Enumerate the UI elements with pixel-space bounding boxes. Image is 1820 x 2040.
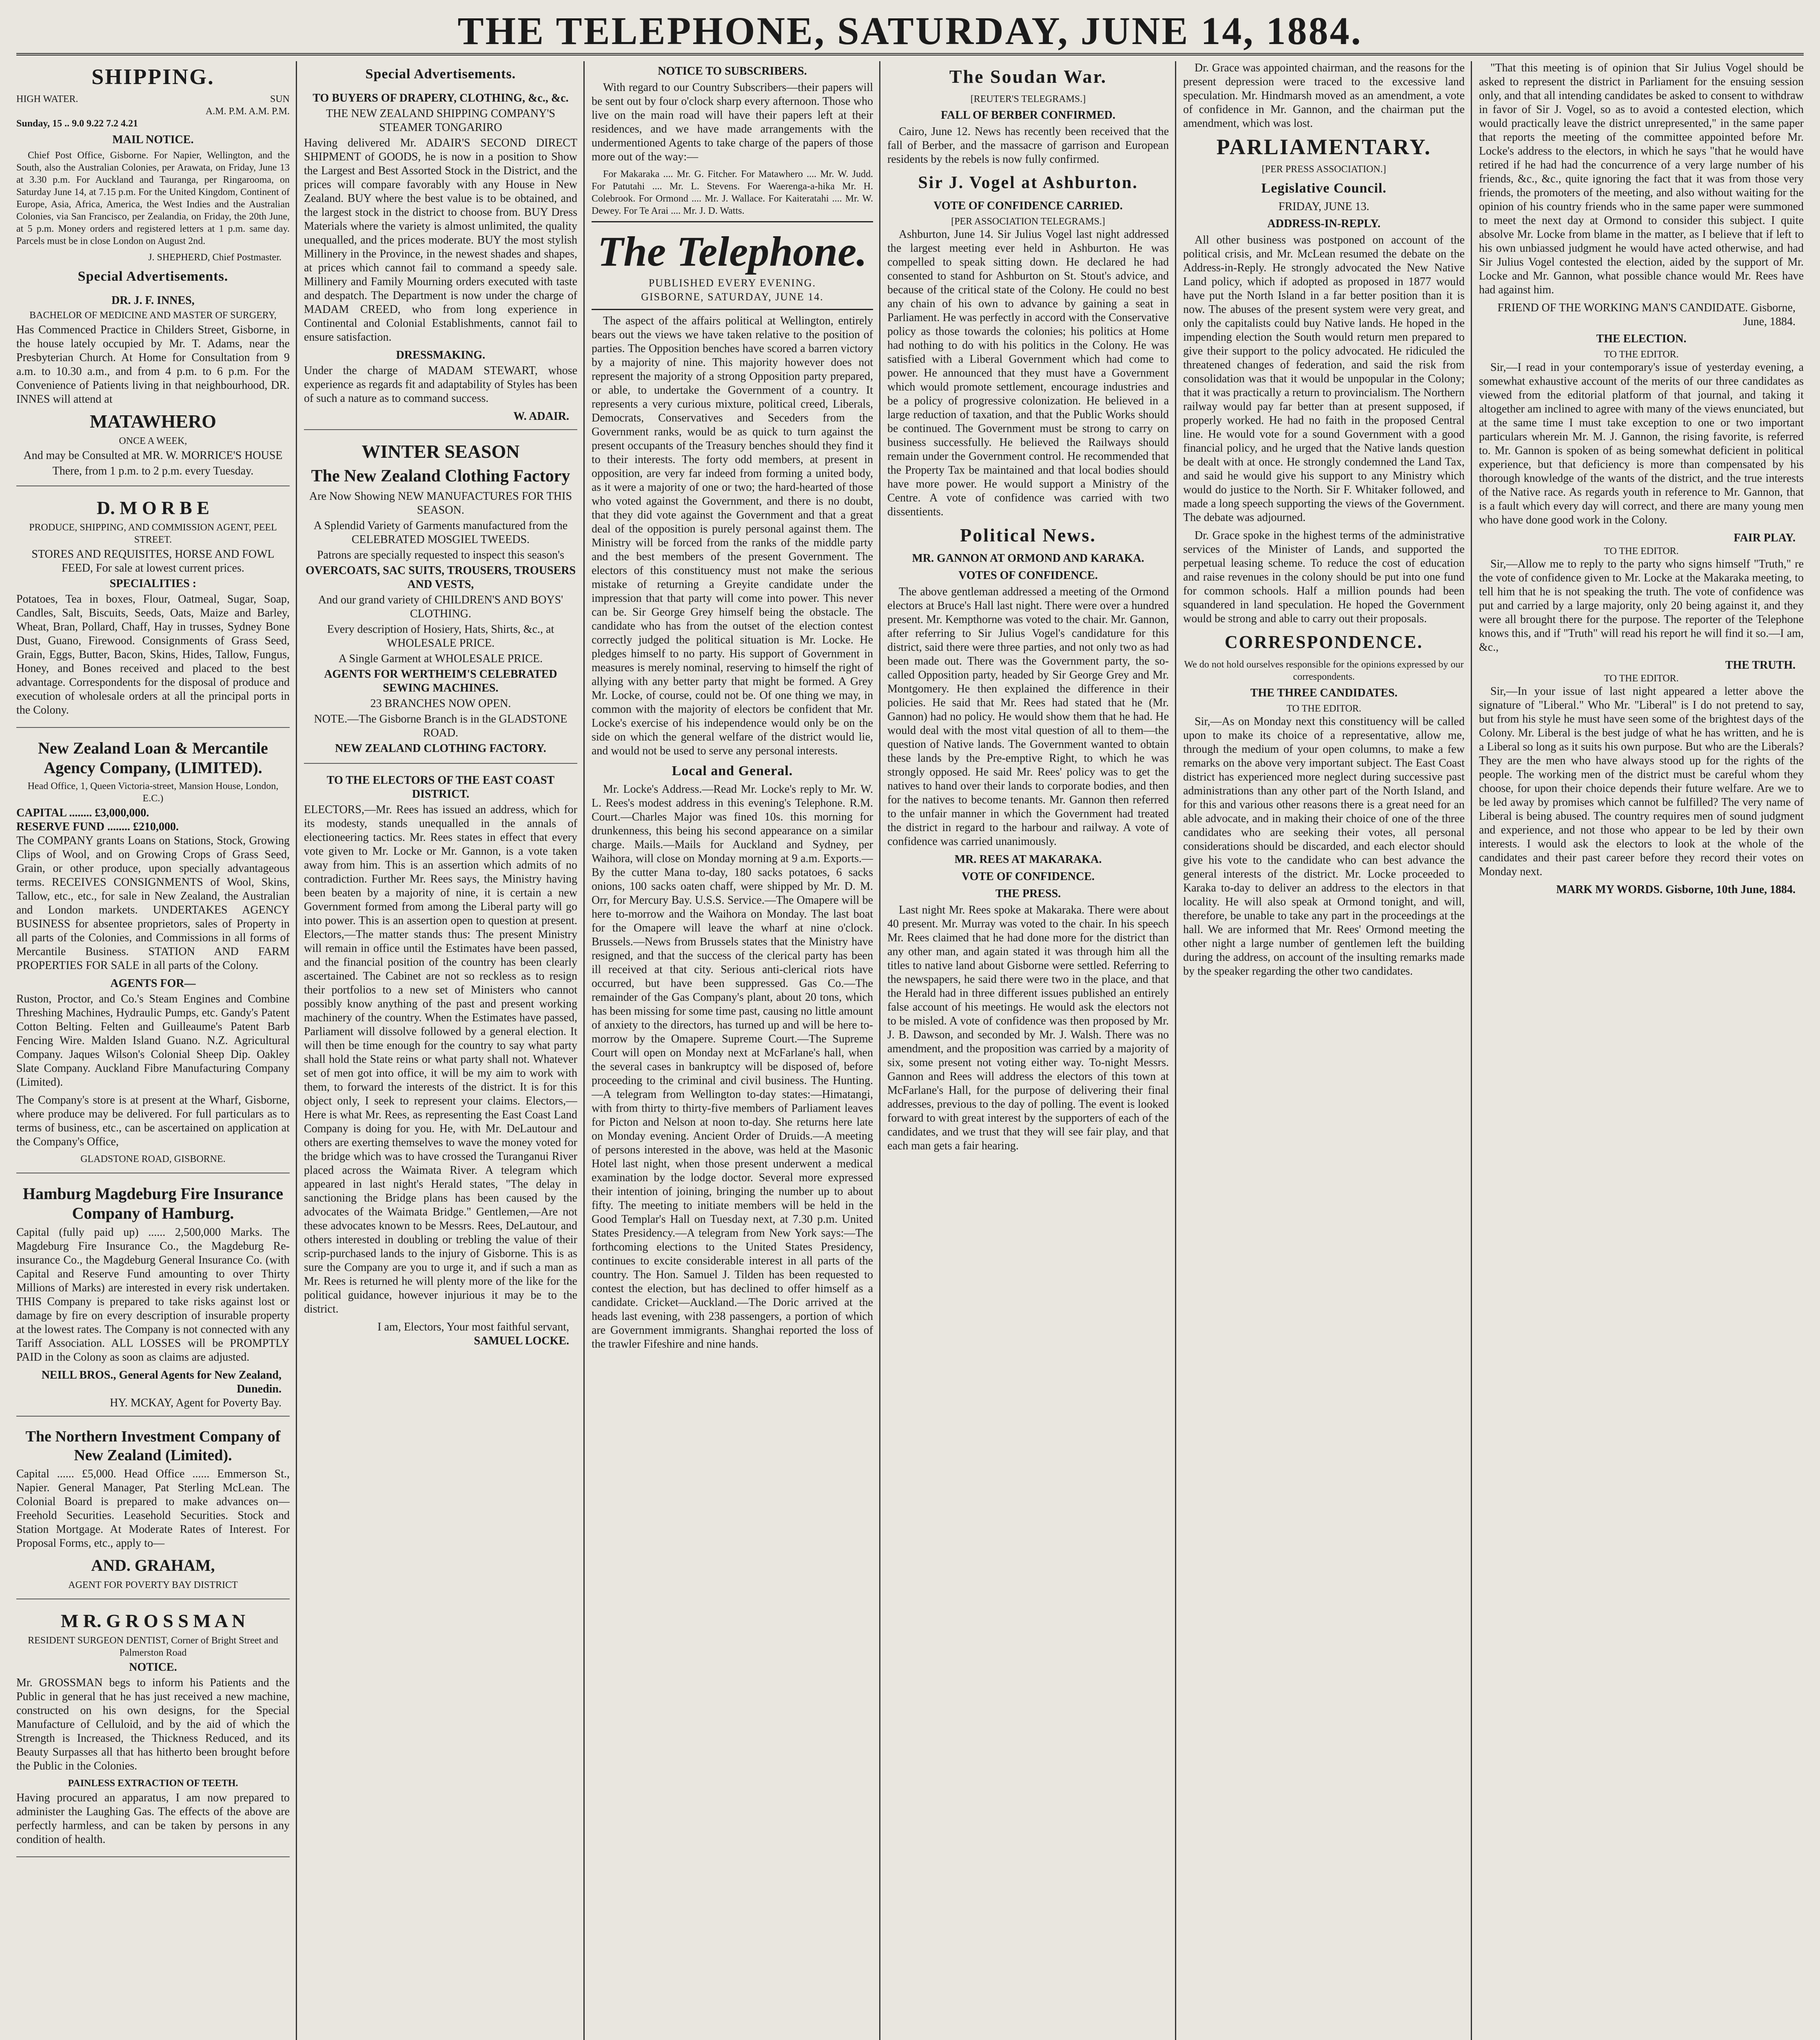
winter-season: WINTER SEASON: [361, 441, 520, 462]
column-3: [592, 61, 873, 2040]
council-date: FRIDAY, JUNE 13.: [1278, 200, 1370, 213]
gannon-head: MR. GANNON AT ORMOND AND KARAKA.: [912, 552, 1144, 565]
dressmaking: DRESSMAKING.: [396, 349, 485, 361]
stores: STORES AND REQUISITES, HORSE AND FOWL FEED, For sale at lowest current prices.: [31, 548, 275, 574]
tide-row: Sunday, 15 .. 9.0 9.22 7.2 4.21: [16, 118, 138, 129]
mail-notice-title: MAIL NOTICE.: [112, 133, 194, 146]
grossman-sub: RESIDENT SURGEON DENTIST, Corner of Bright Street and Palmerston Road: [28, 1635, 278, 1658]
dr-grace: Dr. Grace spoke in the highest terms of the administrative services of the Minister of Lands, and supported the perpetual leasing scheme. To reduce the cost of education and raise revenues in the colony should be put into one fund for common schools. Half a million pounds had been squandered in land speculation. He hoped the Government would be strong and able to carry out their proposals.: [1183, 529, 1465, 625]
electors-closing: I am, Electors, Your most faithful servant,: [377, 1321, 569, 1333]
parliament-press: [PER PRESS ASSOCIATION.]: [1261, 164, 1386, 175]
letter-3-signature: THE TRUTH.: [1725, 659, 1796, 672]
high-water-label: HIGH WATER.: [16, 94, 78, 104]
reserve: RESERVE FUND ........ £210,000.: [16, 820, 179, 833]
editorial-text: The aspect of the affairs political at Wellington, entirely bears out the views we have taken relative to the position of parties. The Opposition benches have scored a barren victory by a majority of nine. This majority however does not represent the majority of a strong Opposition party prepared, or able, to undertake the Government of a country. It represents a very curious mixture, political creed, Liberals, Democrats, Conservatives and Seceders from the Government ranks, would be as quick to turn against the present occupants of the Treasury benches should they find it to their interests. The forty odd members, at present in opposition, are very far indeed from forming a united body, as it were a majority of one or two; the hard-hearted of those who voted against the Government, and there is no doubt, that they did vote against the Government and that a great deal of the opposition is purely personal against them. The Ministry will be forced from the ranks of the middle party and the best members of the present Government. The electors of this constituency must not make the serious mistake of returning a Greyite candidate under the impression that that party will come into power. This never can be. Sir George Grey himself being the obstacle. The candidate who has from the outset of the election contest correctly judged the political situation is Mr. Locke. He pledges himself to no party. His support of Government in measures is merely nominal, reserving to himself the right of allying with any better party that might be formed. A Grey Mr. Locke, of course, could not be. Of one thing we may, in common with the majority of electors be confident that Mr. Locke's exercise of his independence would only be on the side on which the general welfare of the district would lie, and would not be used to serve any personal interests.: [592, 315, 873, 757]
dr-grace-2: Dr. Grace was appointed chairman, and the reasons for the present depression were traced to the excessive land speculation. Mr. Hindmarsh moved as an amendment, a vote of confidence in Mr. Gannon, and the chairman put the amendment, which was lost.: [1183, 62, 1465, 130]
clothing-factory-ad: [304, 434, 577, 764]
postmaster-signature: J. SHEPHERD, Chief Postmaster.: [148, 252, 282, 263]
showing: Are Now Showing NEW MANUFACTURES FOR THIS SEASON.: [309, 490, 572, 517]
electors-letter: [304, 768, 577, 1354]
specialities-text: Potatoes, Tea in boxes, Flour, Oatmeal, Sugar, Soap, Candles, Salt, Biscuits, Seeds, Oats, Maize and Barley, Wheat, Bran, Pollard, Chaff, Hay in trusses, Sydney Bone Dust, Guano, Firewood. Consignments of Grass Seed, Grain, Eggs, Butter, Bacon, Skins, Hides, Tallow, Fungus, Honey, and Bones received and placed to the best advantage. Correspondents for the disposal of produce and execution of wholesale orders at all the principal ports in the Colony.: [16, 593, 290, 716]
corr-note: We do not hold ourselves responsible for the opinions expressed by our correspondents.: [1184, 659, 1464, 682]
letter-2: Sir,—I read in your contemporary's issue of yesterday evening, a somewhat exhaustive account of the merits of our three candidates as viewed from the editorial platform of that journal, and taking it altogether am inclined to agree with many of the views enunciated, but at the same time I must take exception to one or two important particulars wherein Mr. M. J. Gannon, the rising favorite, is referred to. Mr. Gannon is spoken of as being somewhat deficient in political experience, but that deficiency is more than compensated by his thorough knowledge of the wants of the district, and the true interests of the Native race. As regards youth in reference to Mr. Gannon, that is a fault which every day will correct, and there are many young men who have done good work in the Colony.: [1479, 361, 1804, 526]
dmorbe-ad: [16, 490, 290, 728]
correspondence-title: CORRESPONDENCE.: [1224, 632, 1423, 652]
grossman-title: M R. G R O S S M A N: [60, 1610, 246, 1631]
shipping-title: SHIPPING.: [91, 64, 215, 89]
tuesday: There, from 1 p.m. to 2 p.m. every Tuesday.: [52, 465, 254, 477]
subscribers-notice-text: With regard to our Country Subscribers—their papers will be sent out by four o'clock sharp every afternoon. Those who live on the main road will have their papers left at their residences, and we have made arrangements with the undermentioned Agents to take charge of the papers of those more out of the way:—: [592, 81, 873, 163]
dressmaking-text: Under the charge of MADAM STEWART, whose experience as regards fit and adaptability of Styles has been of such a nature as to command success.: [304, 364, 577, 405]
hamburg-ad: [16, 1177, 290, 1417]
letter-4: Sir,—In your issue of last night appeared a letter above the signature of "Liberal." Who Mr. "Liberal" is I do not pretend to say, but from his style he must have seen some of the brightest days of the Colony. Mr. Liberal is the best judge of what he has written, and he is a Liberal so long as it suits his own purpose. But who are the Liberals? They are the men who have always stood up for the rights of the people. The working men of the district must be careful whom they choose, for upon their choice depends their future welfare. Are we to be led away by promises which cannot be fulfilled? The very name of Liberal is being abused. The country requires men of sound judgment and experience, and not those who appear to be led by their own interests. I would ask the electors to look at the whole of the candidates and their past career before they record their votes on Monday next.: [1479, 685, 1804, 878]
patrons: Patrons are specially requested to inspect this season's: [317, 549, 565, 561]
capital: CAPITAL ........ £3,000,000.: [16, 807, 149, 819]
nz-clothing: The New Zealand Clothing Factory: [311, 467, 570, 486]
letter-4-signature: MARK MY WORDS. Gisborne, 10th June, 1884.: [1556, 883, 1796, 896]
innes-sub: BACHELOR OF MEDICINE AND MASTER OF SURGERY,: [29, 310, 277, 321]
northern-ad: [16, 1421, 290, 1599]
nz-shipping: THE NEW ZEALAND SHIPPING COMPANY'S STEAMER TONGARIRO: [326, 107, 555, 134]
painless: PAINLESS EXTRACTION OF TEETH.: [68, 1778, 238, 1789]
to-editor-4: TO THE EDITOR.: [1604, 673, 1679, 684]
nzloan-office: Head Office, 1, Queen Victoria-street, Mansion House, London, E.C.): [27, 781, 279, 804]
corr-text: Sir,—As on Monday next this constituency will be called upon to make its choice of a representative, allow me, through the medium of your open columns, to make a few remarks on the above very important subject. The East Coast district has experienced more neglect during successive past administrations than any other part of the North Island, and for this and various other reasons there is a great need for an able advocate, and in making their choice of one of the three candidates who are seeking their votes, all personal considerations should be discarded, and each elector should give his vote to the candidate who can best advance the general interests of the district. Mr. Locke proceeded to Karaka to-day to deliver an address to the electors in that locality. He will also speak at Ormond tonight, and will, therefore, be unable to take any part in the proceedings at the hall. We are informed that Mr. Rees' Ormond meeting the other night a large number of gentlemen left the building during the address, on account of the insulting remarks made by the speaker regarding the other two candidates.: [1183, 715, 1465, 978]
hosiery: Every description of Hosiery, Hats, Shirts, &c., at WHOLESALE PRICE.: [327, 623, 554, 650]
address-head: ADDRESS-IN-REPLY.: [1267, 217, 1381, 230]
column-6: [1479, 61, 1804, 2040]
political-title: Political News.: [960, 525, 1096, 545]
makaraka-votes: VOTE OF CONFIDENCE.: [962, 870, 1095, 883]
matawhero: MATAWHERO: [89, 411, 217, 432]
grossman-notice: NOTICE.: [129, 1661, 177, 1674]
column-rule-3: [879, 61, 880, 2040]
tide-head: A.M. P.M. A.M. P.M.: [205, 106, 290, 117]
local-general-text: Mr. Locke's Address.—Read Mr. Locke's reply to Mr. W. L. Rees's modest address in this evening's Telephone. R.M. Court.—Charles Major was fined 10s. this morning for drunkenness, this being his second appearance on a similar charge. Mails.—Mails for Auckland and Sydney, per Waihora, will close on Monday morning at 9 a.m. Exports.—By the cutter Mana to-day, 180 sacks potatoes, 6 sacks onions, 100 sacks oaten chaff, were shipped by Mr. D. M. Orr, for Mercury Bay. U.S.S. Service.—The Omapere will be here to-morrow and the Waihora on Monday. The last boat for the Omapere will leave the wharf at nine o'clock. Brussels.—News from Brussels states that the Ministry have resigned, and that the success of the clerical party has been ill received at that city. Serious anti-clerical riots have occurred, but have been suppressed. Gas Co.—The remainder of the Gas Company's plant, about 20 tons, which has been missing for some time past, causing no little amount of anxiety to the directors, has turned up and will be here to-morrow by the Omapere. Supreme Court.—The Supreme Court will open on Monday next at McFarlane's hall, when the several cases in bankruptcy will be disposed of, before proceeding to the criminal and civil business. The Hunting.—A telegram from Wellington to-day states:—Himatangi, with from thirty to thirty-five members of Parliament leaves for Picton and Nelson at noon to-day. She returns here late on Monday evening. Ancient Order of Druids.—A meeting of persons interested in the above, was held at the Masonic Hotel last night, when those present underwent a medical examination by the lodge doctor. Several more expressed their intention of joining, bringing the number up to about fifty. The meeting to initiate members will be held in the Good Templar's Hall on Tuesday next, at 7.30 p.m. United States Presidency.—A telegram from New York says:—The forthcoming elections to the United States Presidency, continues to excite considerable interest in all parts of the country. The Hon. Samuel J. Tilden has been requested to contest the election, but has declined to offer himself as a candidate. Cricket—Auckland.—The Doric arrived at the heads last evening, with 238 passengers, a portion of which are Government immigrants. Shanghai reported the loss of the trawler Fifeshire and nine hands.: [592, 783, 873, 1350]
column-rule-4: [1175, 61, 1176, 2040]
agents-for: AGENTS FOR—: [110, 977, 196, 990]
press-assoc-label: [PER ASSOCIATION TELEGRAMS.]: [951, 216, 1105, 227]
painless-text: Having procured an apparatus, I am now prepared to administer the Laughing Gas. The effects of the above are perfectly harmless, and can be taken by persons in any condition of health.: [16, 1792, 290, 1846]
flag-title: The Telephone.: [597, 228, 867, 275]
makaraka-text: Last night Mr. Rees spoke at Makaraka. There were about 40 present. Mr. Murray was voted to the chair. In his speech Mr. Rees claimed that he had done more for the district than any other man, and again stated it was through him all the titles to native land about Gisborne were settled. Referring to the newspapers, he said there were two in the place, and that the Herald had in three different issues published an entirely false account of his meetings. He would ask the electors not to be misled. A vote of confidence was then proposed by Mr. J. B. Dawson, and seconded by Mr. J. Walsh. There was no amendment, and the proposition was carried by a majority of six, some present not voting either way. To-night Messrs. Gannon and Rees will address the electors of this town at McFarlane's Hall, for the purpose of delivering their final addresses, previous to the day of polling. The event is looked forward to with great interest by the supporters of each of the candidates, and we trust that they will see fair play, and that each man gets a fair hearing.: [887, 904, 1169, 1152]
to-editor-2: TO THE EDITOR.: [1604, 349, 1679, 360]
grossman-notice-text: Mr. GROSSMAN begs to inform his Patients and the Public in general that he has just received a new machine, constructed on his own designs, for the Special Manufacture of Celluloid, and by the aid of which the Strength is Increased, the Thickness Reduced, and its Beauty Surpasses all that has hitherto been brought before the Public in the Colonies.: [16, 1676, 290, 1772]
column-rule-1: [296, 61, 297, 2040]
makaraka-head: MR. REES AT MAKARAKA.: [954, 853, 1102, 866]
flag-sub: PUBLISHED EVERY EVENING.: [648, 277, 816, 289]
consult-house: And may be Consulted at MR. W. MORRICE'S HOUSE: [23, 449, 283, 462]
masthead: THE TELEPHONE, SATURDAY, JUNE 14, 1884.: [16, 8, 1804, 55]
letter-3: Sir,—Allow me to reply to the party who signs himself "Truth," re the vote of confidence given to Mr. Locke at the Makaraka meeting, to tell him that he is not speaking the truth. The vote of confidence was put and carried by a large majority, only 20 being against it, and they were all brought there for the purpose. The reporter of the Telephone knows this, and if "Truth" will read his report he will find it so.—I am, &c.,: [1479, 558, 1804, 654]
electors-signature: SAMUEL LOCKE.: [474, 1335, 569, 1347]
adair-ad: [304, 86, 577, 430]
column-rule-5: [1471, 61, 1472, 2040]
hy-mckay: HY. MCKAY, Agent for Poverty Bay.: [110, 1397, 282, 1409]
adair-text: Having delivered Mr. ADAIR'S SECOND DIRECT SHIPMENT of GOODS, he is now in a position to Show the Largest and Best Assorted Stock in the District, and the prices will compare favorably with any House in New Zealand. BUY where the best value is to be obtained, and the largest stock in the district to choose from. BUY Dress Materials where the variety is almost unlimited, the quality unequalled, and the prices moderate. BUY the most stylish Millinery in the Province, in the newest shades and shapes, at prices which cannot fail to command a speedy sale. Millinery and Family Mourning orders executed with taste and despatch. The Department is now under the charge of MADAM CREED, who from long experience in Continental and Colonial Establishments, cannot fail to ensure satisfaction.: [304, 137, 577, 344]
mail-notice-text: Chief Post Office, Gisborne. For Napier, Wellington, and the South, also the Australian Colonies, per Arawata, on Friday, June 13 at 3.30 p.m. For Auckland and Tauranga, per Ringarooma, on Saturday June 14, at 7.15 p.m. For the United Kingdom, Continent of Europe, Asia, Africa, America, the West Indies and the Australian Colonies, via San Francisco, per Zealandia, on Friday, the 20th June, at 5 p.m. Money orders and registered letters at 1 p.m. same day. Parcels must be in close London on August 2nd.: [16, 150, 290, 246]
council-title: Legislative Council.: [1261, 181, 1387, 196]
political-text: The above gentleman addressed a meeting of the Ormond electors at Bruce's Hall last night. There were over a hundred present. Mr. Kempthorne was voted to the chair. Mr. Gannon, after referring to Sir Julius Vogel's candidature for this district, said there were three parties, and not only two as had been made out. There was the Government party, the so-called Opposition party, headed by Sir George Grey and Mr. Montgomery. He then explained the difference in their policies. He said that Mr. Rees had stated that he (Mr. Gannon) had no policy. He would show them that he had. He would deal with the most vital question of all to them—the question of Native lands. The Government wanted to obtain these lands by the Pre-emptive Right, to which he was strongly opposed. He said Mr. Rees' policy was to get the natives to hand over their lands to corporate bodies, and then for the natives to become tenants. Mr. Gannon then referred to the unfair manner in which the Government had treated the district in regard to the harbour and railway. A vote of confidence was carried unanimously.: [887, 585, 1169, 848]
votes-head: VOTES OF CONFIDENCE.: [958, 569, 1098, 582]
grossman-ad: [16, 1603, 290, 1857]
column-5: [1183, 61, 1465, 2040]
newspaper-flag: [592, 221, 873, 310]
graham: AND. GRAHAM,: [91, 1556, 215, 1574]
overcoats: OVERCOATS, SAC SUITS, TROUSERS, TROUSERS AND VESTS,: [305, 564, 576, 591]
store-text: The Company's store is at present at the Wharf, Gisborne, where produce may be delivered. For full particulars as to terms of business, etc., can be ascertained on application at the Company's Office,: [16, 1094, 290, 1148]
subscribers-notice-head: NOTICE TO SUBSCRIBERS.: [658, 65, 807, 78]
store-addr: GLADSTONE ROAD, GISBORNE.: [80, 1154, 226, 1164]
graham-sub: AGENT FOR POVERTY BAY DISTRICT: [68, 1580, 238, 1590]
berber-head: FALL OF BERBER CONFIRMED.: [941, 109, 1115, 122]
country-agents: For Makaraka .... Mr. G. Fitcher. For Matawhero .... Mr. W. Judd. For Patutahi .... Mr. L. Stevens. For Waerenga-a-hika Mr. H. Colebrook. For Ormond .... Mr. J. Wallace. For Kaiteratahi .... Mr. W. Dewey. For Te Arai .... Mr. J. D. Watts.: [592, 169, 873, 216]
council-text: All other business was postponed on account of the political crisis, and Mr. McLean resumed the debate on the Address-in-Reply. He strongly advocated the New Native Land policy, which if adopted as proposed in 1877 would have put the North Island in a far better position than it is now. The abuses of the present system were very great, and only the capitalists could buy Native lands. He hoped in the impending election the South would return men prepared to give their support to the policy advocated. He ridiculed the threatened changes of federation, and said the risk from consolidation was that it would be unpopular in the Colony; that it was practically a return to provincialism. The Northern railway would pay far better than at present supposed, if properly worked. He had no faith in the proposed Central line. He would vote for a sound Government with a good financial policy, and he urged that the Native lands question be dealt with at once. He strongly condemned the Land Tax, and said he would give his support to any Ministry which would do justice to the North. Sir F. Whitaker followed, and made a long speech supporting the views of the Government. The debate was adjourned.: [1183, 234, 1465, 524]
letter-1: "That this meeting is of opinion that Sir Julius Vogel should be asked to represent the district in Parliament for the ensuing session only, and that all intending candidates be asked to consent to withdraw in favor of Sir J. Vogel, so as to avoid a contested election, which would practically leave the district unrepresented," in the same paper that reports the meeting of the committee appointed before Mr. Locke's address to the electors, in which he says "that he would have retired if he had had the concurrence of a very large number of his friends, &c., &c., quite ignoring the fact that it was from those very friends, the promoters of the meeting, and also without waiting for the opinion of his country friends who in the same paper were summoned to meet the next day at Ormond to consider this subject. I quite absolve Mr. Locke from blame in the matter, as I believe that if left to his own unbiassed judgment he would have acted otherwise, and had Sir Julius Vogel contested the election, aided by the support of Mr. Locke and Mr. Gannon, what possible chance would Mr. Rees have had against him.: [1479, 62, 1804, 296]
electors-head: TO THE ELECTORS OF THE EAST COAST DISTRICT.: [326, 774, 555, 800]
vogel-sub: VOTE OF CONFIDENCE CARRIED.: [933, 200, 1123, 212]
branches: 23 BRANCHES NOW OPEN.: [370, 697, 511, 710]
hamburg-title: Hamburg Magdeburg Fire Insurance Company of Hamburg.: [22, 1184, 284, 1222]
special-ads-title-1: Special Advertisements.: [78, 269, 228, 284]
adair-signature: W. ADAIR.: [513, 410, 569, 423]
nzloan-ad: [16, 732, 290, 1173]
tweeds: A Splendid Variety of Garments manufactured from the CELEBRATED MOSGIEL TWEEDS.: [313, 519, 568, 546]
berber-text: Cairo, June 12. News has recently been received that the fall of Berber, and the massacre of garrison and European residents by the rebels is now fully confirmed.: [887, 125, 1169, 166]
to-editor-3: TO THE EDITOR.: [1604, 546, 1679, 557]
branch-note: NOTE.—The Gisborne Branch is in the GLADSTONE ROAD.: [314, 713, 568, 739]
agents-text: Ruston, Proctor, and Co.'s Steam Engines and Combine Threshing Machines, Hydraulic Pumps, etc. Gandy's Patent Cotton Belting. Felten and Guilleaume's Patent Barb Fencing Wire. Malden Island Guano. N.Z. Agricultural Company. Jaques Wilson's Colonial Sheep Dip. Oakley Slate Company. Auckland Fibre Manufacturing Company (Limited).: [16, 993, 290, 1089]
once-week: ONCE A WEEK,: [119, 436, 187, 446]
flag-date: GISBORNE, SATURDAY, JUNE 14.: [641, 291, 824, 303]
innes-text: Has Commenced Practice in Childers Street, Gisborne, in the house lately occupied by Mr. T. Adams, near the Presbyterian Church. At Home for Consultation from 9 a.m. to 10.30 a.m., and from 4 p.m. to 6 p.m. For the Convenience of Patients living in that neighbourhood, DR. INNES will attend at: [16, 324, 290, 406]
vogel-text: Ashburton, June 14. Sir Julius Vogel last night addressed the largest meeting ever held in Ashburton. He was compelled to speak sitting down. He declared he had consented to stand for Ashburton on St. Stout's advice, and because of the critical state of the Colony. He could no best any chain of his own to advance by gaining a seat in Parliament. He was perfectly in accord with the Conservative policy as those towards the colonies; his politics at Home had nothing to do with his politics in the Colony. He was satisfied with a Liberal Government which had come to power. He announced that they must have a Government which would promote settlement, encourage industries and be a policy of progressive colonization. He believed in a large reduction of taxation, and that the Public Works should be continued. The Government must be strong to carry on business successfully. He believed the Railways should remain under the Government control. He recommended that the Property Tax be maintained and that local bodies should have more power. He would support a Ministry of the Centre. A vote of confidence was carried with two dissentients.: [887, 228, 1169, 518]
drapery: TO BUYERS OF DRAPERY, CLOTHING, &c., &c.: [313, 92, 569, 104]
dmorbe-sub: PRODUCE, SHIPPING, AND COMMISSION AGENT, PEEL STREET.: [29, 522, 277, 545]
nzloan-title: New Zealand Loan & Mercantile Agency Company, (LIMITED).: [38, 739, 268, 777]
single-garment: A Single Garment at WHOLESALE PRICE.: [338, 652, 543, 665]
parliament-title: PARLIAMENTARY.: [1216, 135, 1432, 159]
nzloan-text: The COMPANY grants Loans on Stations, Stock, Growing Clips of Wool, and on Growing Crops of Grass Seed, Grain, or other produce, upon specially advantageous terms. RECEIVES CONSIGNMENTS of Wool, Skins, Tallow, etc., etc., for sale in New Zealand, the Australian and London markets. UNDERTAKES AGENCY BUSINESS for absentee proprietors, sales of Property in all parts of the Colonies, and Commissions in all forms of Mercantile Business. STATION AND FARM PROPERTIES FOR SALE in all parts of the Colony.: [16, 834, 290, 972]
specialities-title: SPECIALITIES :: [109, 577, 197, 590]
neill: NEILL BROS., General Agents for New Zealand, Dunedin.: [41, 1369, 282, 1395]
soudan-title: The Soudan War.: [949, 66, 1107, 87]
childrens: And our grand variety of CHILDREN'S AND BOYS' CLOTHING.: [318, 594, 563, 620]
column-2: [304, 61, 577, 2040]
innes-name: DR. J. F. INNES,: [111, 294, 195, 307]
hamburg-text: Capital (fully paid up) ...... 2,500,000 Marks. The Magdeburg Fire Insurance Co., the Magdeburg Re-insurance Co., the Magdeburg General Insurance Co. (with Capital and Reserve Fund amounting to over Thirty Millions of Marks) are interested in every risk undertaken. THIS Company is prepared to take risks against lost or damage by fire on every description of insurable property at the lowest rates. The Company is not connected with any Tariff Association. ALL LOSSES will be PROMPTLY PAID in the Colony as soon as claims are adjusted.: [16, 1226, 290, 1364]
northern-text: Capital ...... £5,000. Head Office ...... Emmerson St., Napier. General Manager, Pat Sterling McLean. The Colonial Board is prepared to make advances on— Freehold Securities. Leasehold Securities. Stock and Station Mortgage. At Moderate Rates of Interest. For Proposal Forms, etc., apply to—: [16, 1468, 290, 1550]
column-rule-2: [583, 61, 585, 2040]
sun-label: SUN: [270, 94, 290, 104]
factory: NEW ZEALAND CLOTHING FACTORY.: [335, 742, 546, 755]
dmorbe-title: D. M O R B E: [97, 497, 209, 518]
press-head: THE PRESS.: [995, 887, 1061, 900]
letter-1-signature: FRIEND OF THE WORKING MAN'S CANDIDATE. Gisborne, June, 1884.: [1497, 302, 1796, 328]
election-head: THE ELECTION.: [1596, 333, 1687, 345]
column-1: [16, 61, 290, 2040]
column-4: [887, 61, 1169, 2040]
to-editor-1: TO THE EDITOR.: [1286, 703, 1361, 714]
vogel-title: Sir J. Vogel at Ashburton.: [918, 173, 1138, 192]
reuters-label: [REUTER'S TELEGRAMS.]: [970, 94, 1086, 104]
wertheim: AGENTS FOR WERTHEIM'S CELEBRATED SEWING MACHINES.: [324, 668, 557, 694]
letter-2-signature: FAIR PLAY.: [1734, 532, 1796, 544]
local-general-title: Local and General.: [672, 763, 793, 778]
three-candidates-head: THE THREE CANDIDATES.: [1250, 687, 1398, 699]
innes-ad: [16, 288, 290, 486]
electors-text: ELECTORS,—Mr. Rees has issued an address, which for its modesty, stands unequalled in the annals of electioneering tactics. Mr. Rees states in effect that every vote given to Mr. Locke or Mr. Gannon, is a vote taken away from him. This is an assertion which admits of no contradiction. Further Mr. Rees says, the Ministry having been beaten by a majority of nine, it is certain a new Government formed from among the Liberal party will go into power. This is an assertion open to question at present. Electors,—The matter stands thus: The present Ministry will remain in office until the Estimates have been passed, and the financial position of the country has been clearly ascertained. The Cabinet are not so reckless as to resign their portfolios to a new set of Ministers who cannot possibly know anything of the past and present working machinery of the country. When the Estimates have passed, Parliament will dissolve followed by a general election. It will then be time enough for the country to say what party shall hold the State reins or what party shall not. Whatever set of men got into office, it will be my aim to work with them, to forward the interests of the district. It is for this object only, I seek to represent your claims. Electors,—Here is what Mr. Rees, as representing the East Coast Land Company is doing for you. He, with Mr. DeLautour and others are exerting themselves to wave the money voted for the bridge which was to have crossed the Turanganui River placed across the Waimata River. A telegram which appeared in last night's Herald states, "The delay in sanctioning the Bridge plans has been caused by the advocates of the Waimata Bridge." Gentlemen,—Are not these advocates known to be Messrs. Rees, DeLautour, and others interested in doubling or trebling the value of their scrip-purchased lands to the injury of Gisborne. This is as sure the Company are you to urge it, and if such a man as Mr. Rees is returned he will plenty more of the like for the political guidance, however injurious it may be to the district.: [304, 803, 577, 1315]
special-ads-title-2: Special Advertisements.: [365, 67, 516, 82]
northern-title: The Northern Investment Company of New Zealand (Limited).: [25, 1428, 281, 1464]
